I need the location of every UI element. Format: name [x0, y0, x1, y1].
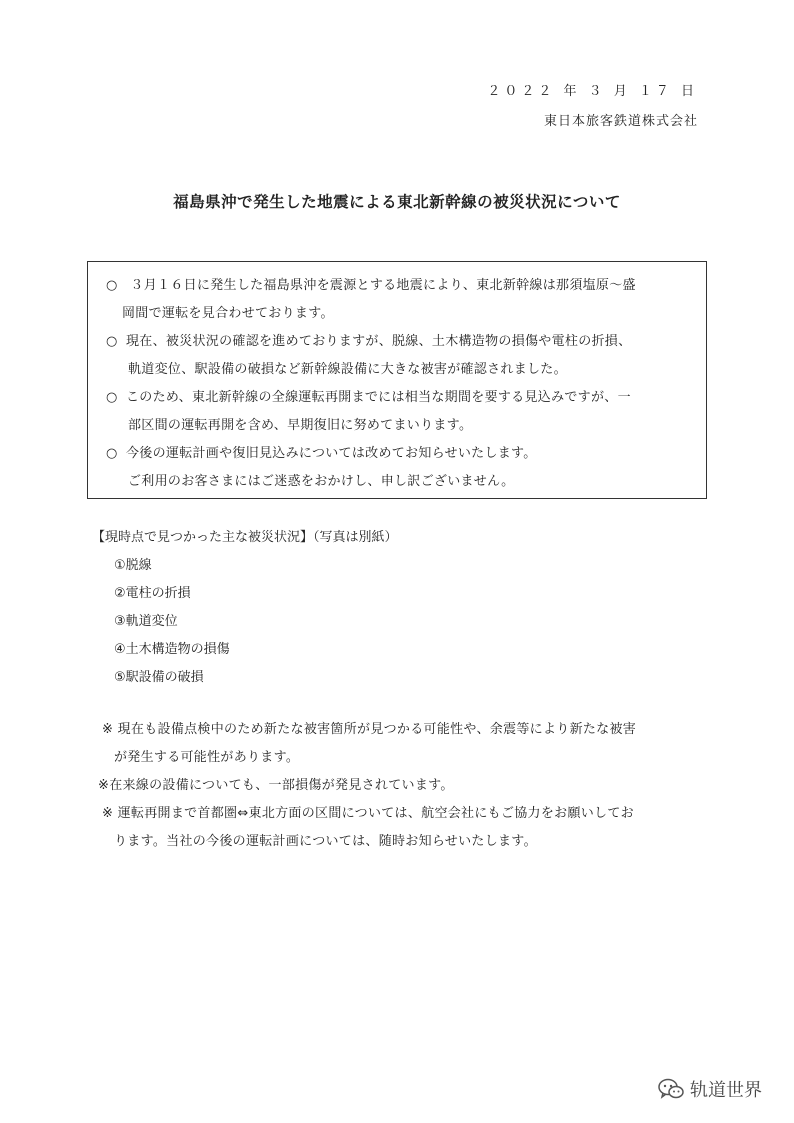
watermark	[658, 1076, 762, 1102]
notice-item-2	[106, 328, 694, 384]
notice-line: 部区間の運転再開を含め、早期復旧に努めてまいります。	[128, 418, 473, 433]
damage-item: ①脱線	[114, 558, 152, 573]
damage-item: ⑤駅設備の破損	[114, 670, 204, 685]
circle-bullet: ○	[106, 446, 118, 461]
notice-line: このため、東北新幹線の全線運転再開までには相当な期間を要する見込みですが、一	[126, 390, 631, 405]
watermark-text: 轨道世界	[690, 1080, 762, 1101]
notes-section	[98, 716, 712, 856]
note-line: ります。当社の今後の運転計画については、随時お知らせいたします。	[114, 834, 537, 849]
damage-item: ④土木構造物の損傷	[114, 642, 230, 657]
note-2	[98, 772, 712, 800]
damage-list	[92, 524, 398, 692]
note-line: ※ 現在も設備点検中のため新たな被害箇所が見つかる可能性や、余震等により新たな被害	[102, 722, 637, 737]
notice-box	[87, 261, 707, 499]
notice-line: ご利用のお客さまにはご迷惑をおかけし、申し訳ございません。	[128, 474, 515, 489]
wechat-icon	[658, 1078, 684, 1100]
note-line: ※ 運転再開まで首都圏⇔東北方面の区間については、航空会社にもご協力をお願いしてお	[102, 806, 634, 821]
damage-item: ③軌道変位	[114, 614, 178, 629]
notice-line: 軌道変位、駅設備の破損など新幹線設備に大きな被害が確認されました。	[128, 362, 567, 377]
document-title: 福島県沖で発生した地震による東北新幹線の被災状況について	[173, 193, 621, 211]
note-1	[102, 716, 712, 772]
notice-line: ３月１６日に発生した福島県沖を震源とする地震により、東北新幹線は那須塩原〜盛	[126, 278, 636, 293]
document-date: ２０２２ 年 ３ 月 １７ 日	[487, 84, 698, 99]
note-3	[102, 800, 712, 856]
notice-item-3	[106, 384, 694, 440]
note-line: が発生する可能性があります。	[114, 750, 300, 765]
company-name: 東日本旅客鉄道株式会社	[543, 114, 698, 129]
circle-bullet: ○	[106, 334, 118, 349]
notice-line: 今後の運転計画や復旧見込みについては改めてお知らせいたします。	[126, 446, 537, 461]
circle-bullet: ○	[106, 278, 118, 293]
note-line: ※在来線の設備についても、一部損傷が発見されています。	[98, 778, 454, 793]
circle-bullet: ○	[106, 390, 118, 405]
damage-item: ②電柱の折損	[114, 586, 191, 601]
notice-item-1	[106, 272, 694, 328]
notice-line: 現在、被災状況の確認を進めておりますが、脱線、土木構造物の損傷や電柱の折損、	[126, 334, 632, 349]
damage-heading: 【現時点で見つかった主な被災状況】（写真は別紙）	[92, 530, 398, 545]
notice-item-4	[106, 440, 694, 496]
notice-line: 岡間で運転を見合わせております。	[122, 306, 334, 321]
